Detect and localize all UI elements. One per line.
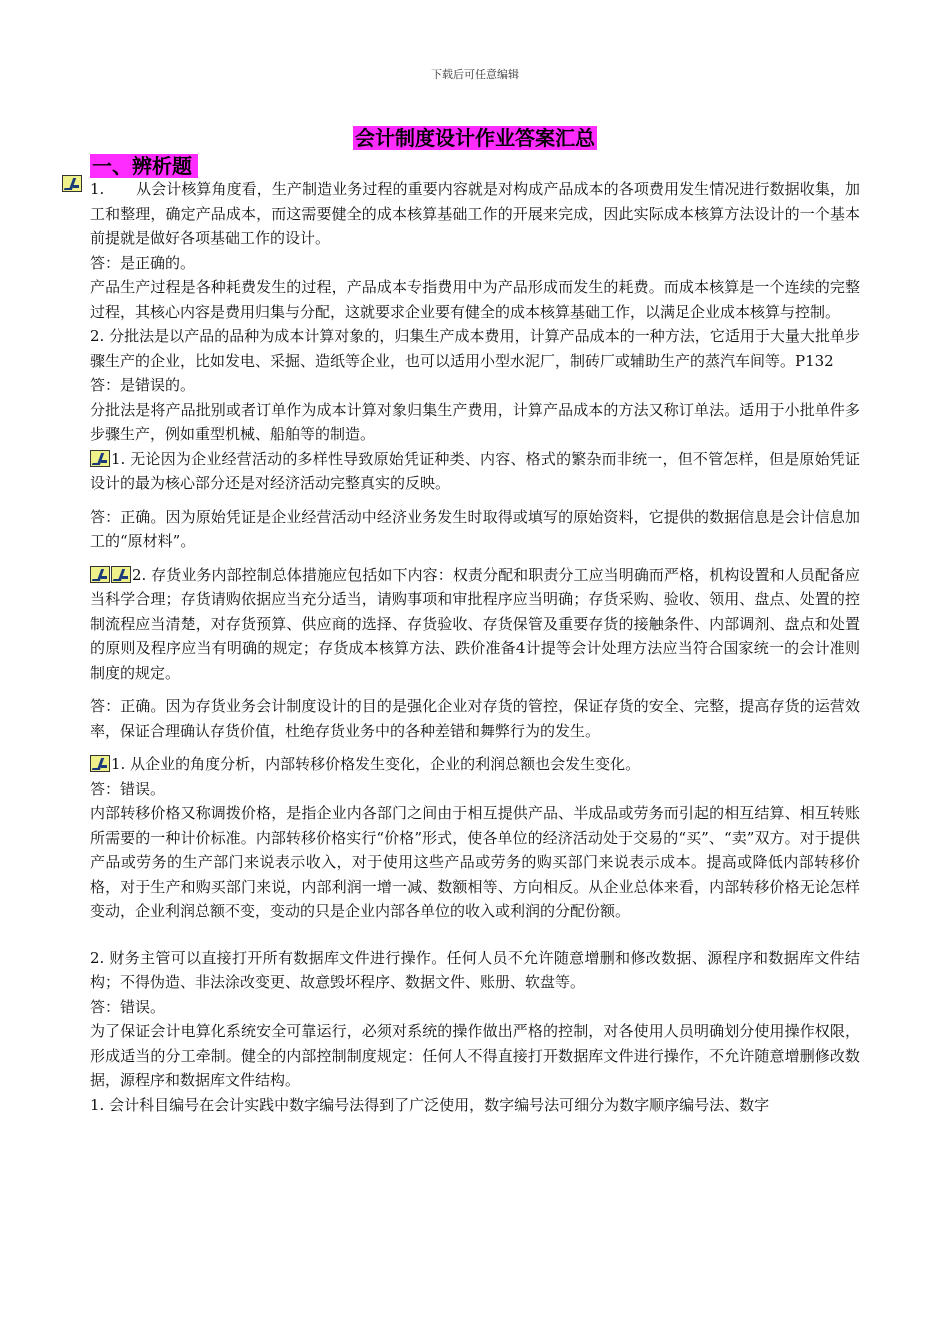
page-header: 下载后可任意编辑 (431, 68, 519, 81)
document-body (90, 177, 860, 1117)
paragraph: 1. 无论因为企业经营活动的多样性导致原始凭证种类、内容、格式的繁杂而非统一，但不管怎样，但是原始凭证设计的最为核心部分还是对经济活动完整真实的反映。 (90, 449, 860, 492)
paragraph: 答：正确。因为原始凭证是企业经营活动中经济业务发生时取得或填写的原始资料，它提供的数据信息是会计信息加工的“原材料”。 (90, 507, 860, 550)
paragraph: 2. 财务主管可以直接打开所有数据库文件进行操作。任何人员不允许随意增删和修改数据、源程序和数据库文件结构；不得伪造、非法涂改变更、故意毁坏程序、数据文件、账册、软盘等。 (90, 948, 860, 991)
paragraph: 答：错误。 (90, 997, 166, 1016)
paragraph: 1. 会计科目编号在会计实践中数字编号法得到了广泛使用，数字编号法可细分为数字顺序编号法、数字 (90, 1095, 770, 1114)
document-title: 会计制度设计作业答案汇总 (355, 126, 595, 150)
paragraph: 2. 存货业务内部控制总体措施应包括如下内容：权责分配和职责分工应当明确而严格，机构设置和人员配备应当科学合理；存货请购依据应当充分适当，请购事项和审批程序应当明确；存货采购、验收、领用、盘点、处置的控制流程应当清楚，对存货预算、供应商的选择、存货验收、存货保管及重要存货的接触条件、内部调剂、盘点和处置的原则及程序应当有明确的规定；存货成本核算方法、跌价准备4计提等会计处理方法应当符合国家统一的会计准则制度的规定。 (90, 565, 860, 682)
paragraph: 产品生产过程是各种耗费发生的过程，产品成本专指费用中为产品形成而发生的耗费。而成本核算是一个连续的完整过程，其核心内容是费用归集与分配，这就要求企业要有健全的成本核算基础工作，以满足企业成本核算与控制。 (90, 278, 860, 321)
section-heading: 一、辨析题 (90, 150, 198, 179)
paragraph: 答：正确。因为存货业务会计制度设计的目的是强化企业对存货的管控，保证存货的安全、完整，提高存货的运营效率，保证合理确认存货价值，杜绝存货业务中的各种差错和舞弊行为的发生。 (90, 697, 860, 740)
pencil-note-icon (62, 175, 82, 192)
pencil-note-icon (90, 566, 110, 583)
pencil-note-icon (90, 450, 110, 467)
paragraph: 答：是正确的。 (90, 253, 196, 272)
paragraph: 分批法是将产品批别或者订单作为成本计算对象归集生产费用，计算产品成本的方法又称订单法。适用于小批单件多步骤生产，例如重型机械、船舶等的制造。 (90, 400, 860, 443)
pencil-note-icon (90, 755, 110, 772)
paragraph: 2. 分批法是以产品的品种为成本计算对象的，归集生产成本费用，计算产品成本的一种方法，它适用于大量大批单步骤生产的企业，比如发电、采掘、造纸等企业，也可以适用小型水泥厂，制砖厂或辅助生产的蒸汽车间等。P132 (90, 327, 860, 370)
paragraph: 内部转移价格又称调拨价格，是指企业内各部门之间由于相互提供产品、半成品或劳务而引起的相互结算、相互转账所需要的一种计价标准。内部转移价格实行“价格”形式，使各单位的经济活动处于交易的“买”、“卖”双方。对于提供产品或劳务的生产部门来说表示收入，对于使用这些产品或劳务的购买部门来说表示成本。提高或降低内部转移价格，对于生产和购买部门来说，内部利润一增一减、数额相等、方向相反。从企业总体来看，内部转移价格无论怎样变动，企业利润总额不变，变动的只是企业内部各单位的收入或利润的分配份额。 (90, 804, 860, 920)
paragraph: 1. 从企业的角度分析，内部转移价格发生变化，企业的利润总额也会发生变化。 (90, 752, 860, 777)
pencil-note-icon (111, 566, 131, 583)
paragraph: 1. 从会计核算角度看，生产制造业务过程的重要内容就是对构成产品成本的各项费用发生情况进行数据收集，加工和整理，确定产品成本，而这需要健全的成本核算基础工作的开展来完成，因此实际成本核算方法设计的一个基本前提就是做好各项基础工作的设计。 (90, 180, 860, 247)
paragraph: 为了保证会计电算化系统安全可靠运行，必须对系统的操作做出严格的控制，对各使用人员明确划分使用操作权限，形成适当的分工牵制。健全的内部控制制度规定：任何人不得直接打开数据库文件进行操作，不允许随意增删修改数据，源程序和数据库文件结构。 (90, 1022, 860, 1089)
paragraph: 答：是错误的。 (90, 376, 196, 394)
paragraph: 答：错误。 (90, 779, 166, 798)
